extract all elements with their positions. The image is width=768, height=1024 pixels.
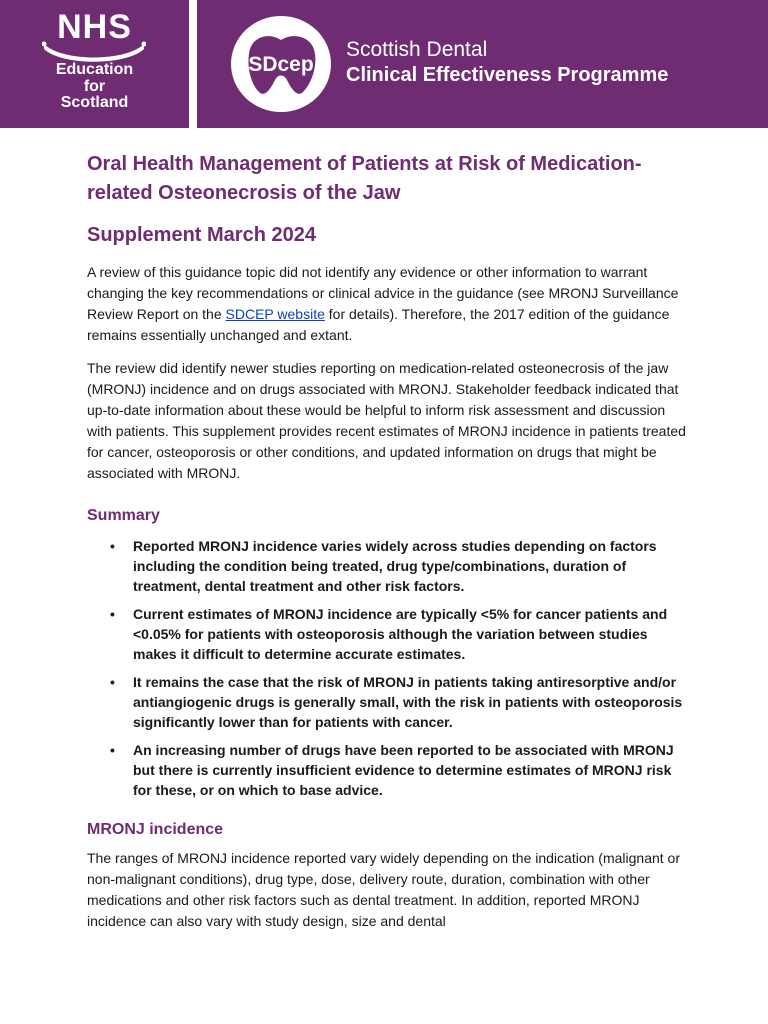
nhs-subtitle-line2: for (83, 77, 106, 95)
nhs-smile-icon (42, 40, 146, 62)
bullet-icon: • (110, 538, 115, 554)
bullet-icon: • (110, 674, 115, 690)
nhs-subtitle (0, 62, 189, 112)
summary-bullet-text: An increasing number of drugs have been reported to be associated with MRONJ but there is currently insufficient evidence to determine estimates of MRONJ risk for these, or on which to base advice. (133, 742, 674, 798)
summary-bullet (110, 604, 687, 664)
summary-bullet (110, 536, 687, 596)
page-header (0, 0, 768, 128)
nhs-subtitle-line1: Education (55, 61, 134, 78)
document-body (87, 150, 687, 932)
document-title-line2: related Osteonecrosis of the Jaw (87, 182, 401, 204)
document-title-line1: Oral Health Management of Patients at Risk of Medication- (87, 153, 642, 175)
nhs-education-scotland-logo (0, 0, 189, 128)
nhs-subtitle-line3: Scotland (60, 94, 129, 111)
sdcep-website-link[interactable]: SDCEP website (225, 306, 325, 322)
bullet-icon: • (110, 606, 115, 622)
nhs-wordmark: NHS (57, 8, 132, 46)
supplement-heading: Supplement March 2024 (87, 224, 316, 246)
programme-title-line1: Scottish Dental (346, 38, 488, 61)
intro-text-after-link: for details). Therefore, the 2017 edition of the guidance remains essentially unchanged and extant. (87, 306, 670, 343)
intro-text-before-link: A review of this guidance topic did not identify any evidence or other information to warrant changing the key recommendations or clinical advice in the guidance (see MRONJ Surveillance Review Report on the (87, 264, 679, 322)
incidence-paragraph: The ranges of MRONJ incidence reported vary widely depending on the indication (malignant or non-malignant conditions), drug type, dose, delivery route, duration, combination with other medications and other risk factors such as dental treatment. In addition, reported MRONJ incidence can also vary with study design, size and dental (87, 850, 680, 929)
sdcep-logo-text: SDcep (248, 53, 314, 76)
summary-bullet-text: Current estimates of MRONJ incidence are typically <5% for cancer patients and <0.05% for patients with osteoporosis although the variation between studies makes it difficult to determine accurate estimates. (133, 606, 668, 662)
document-title (87, 150, 687, 208)
programme-title-line2: Clinical Effectiveness Programme (346, 64, 669, 86)
review-paragraph: The review did identify newer studies reporting on medication-related osteonecrosis of the jaw (MRONJ) incidence and on drugs associated with MRONJ. Stakeholder feedback indicated that up-to-date information about these would be helpful to inform risk assessment and discussion with patients. This supplement provides recent estimates of MRONJ incidence in patients treated for cancer, osteoporosis or other conditions, and updated information on drugs that might be associated with MRONJ. (87, 360, 686, 481)
summary-bullet (110, 672, 687, 732)
summary-bullet (110, 740, 687, 800)
summary-heading: Summary (87, 507, 160, 524)
summary-bullet-text: It remains the case that the risk of MRONJ in patients taking antiresorptive and/or antiangiogenic drugs is generally small, with the risk in patients with osteoporosis significantly lower than for patients with cancer. (133, 674, 683, 730)
summary-list (87, 536, 687, 800)
bullet-icon: • (110, 742, 115, 758)
incidence-heading: MRONJ incidence (87, 821, 224, 838)
summary-bullet-text: Reported MRONJ incidence varies widely across studies depending on factors including the condition being treated, drug type/combinations, duration of treatment, dental treatment and other risk factors. (133, 538, 657, 594)
sdcep-logo (229, 14, 333, 114)
intro-paragraph (87, 262, 687, 346)
